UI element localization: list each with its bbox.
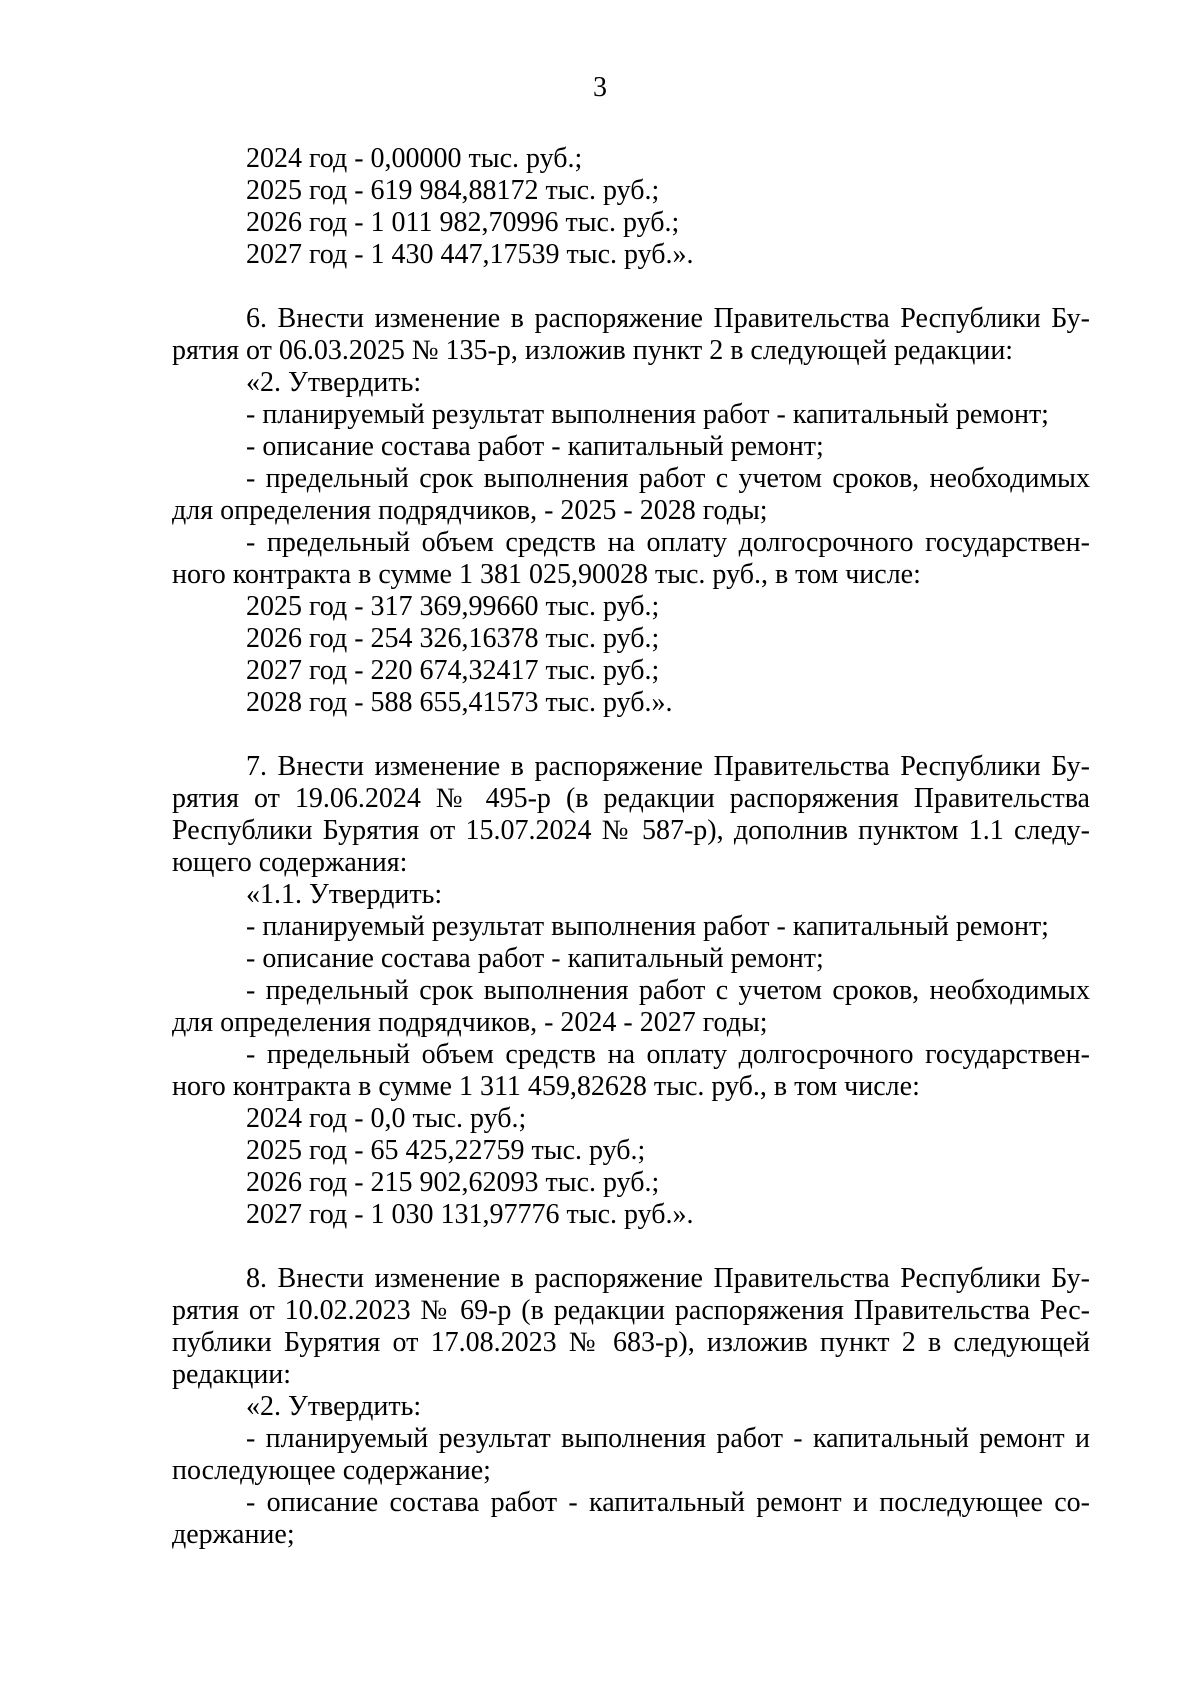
approve-heading: «2. Утвердить: <box>246 1391 422 1422</box>
year-line: 2028 год - 588 655,41573 тыс. руб.». <box>246 687 673 718</box>
year-line: 2024 год - 0,00000 тыс. руб.; <box>246 143 583 174</box>
list-item: - описание состава работ - капитальный ремонт; <box>246 943 824 974</box>
list-item-continuation: ного контракта в сумме 1 311 459,82628 тыс. руб., в том числе: <box>172 1071 920 1102</box>
page-number: 3 <box>593 72 607 103</box>
list-item: - планируемый результат выполнения работ - капитальный ремонт и <box>246 1423 1090 1454</box>
year-line: 2026 год - 1 011 982,70996 тыс. руб.; <box>246 207 680 238</box>
list-item: - предельный срок выполнения работ с учетом сроков, необходимых <box>246 975 1090 1006</box>
year-line: 2027 год - 1 430 447,17539 тыс. руб.». <box>246 239 694 270</box>
section-7 <box>172 751 1090 1231</box>
section-6 <box>172 303 1090 719</box>
paragraph-line: редакции: <box>172 1359 292 1390</box>
list-item: - предельный объем средств на оплату долгосрочного государствен- <box>246 527 1090 558</box>
paragraph-line: рятия от 10.02.2023 № 69-р (в редакции распоряжения Правительства Рес- <box>172 1295 1090 1326</box>
list-item-continuation: последующее содержание; <box>172 1455 491 1486</box>
paragraph-line: рятия от 19.06.2024 № 495-р (в редакции распоряжения Правительства <box>172 783 1090 814</box>
year-line: 2025 год - 65 425,22759 тыс. руб.; <box>246 1135 646 1166</box>
paragraph-line: публики Бурятия от 17.08.2023 № 683-р), изложив пункт 2 в следующей <box>172 1327 1090 1358</box>
year-line: 2025 год - 619 984,88172 тыс. руб.; <box>246 175 660 206</box>
paragraph-gap <box>172 719 1090 751</box>
document-body <box>172 143 1090 1551</box>
paragraph-gap <box>172 1231 1090 1263</box>
list-item: - описание состава работ - капитальный ремонт; <box>246 431 824 462</box>
year-line: 2026 год - 254 326,16378 тыс. руб.; <box>246 623 660 654</box>
paragraph-gap <box>172 271 1090 303</box>
list-item: - предельный срок выполнения работ с учетом сроков, необходимых <box>246 463 1090 494</box>
year-line: 2027 год - 220 674,32417 тыс. руб.; <box>246 655 660 686</box>
year-line: 2027 год - 1 030 131,97776 тыс. руб.». <box>246 1199 694 1230</box>
paragraph-line: 6. Внести изменение в распоряжение Правительства Республики Бу- <box>246 303 1090 334</box>
list-item: - описание состава работ - капитальный ремонт и последующее со- <box>246 1487 1090 1518</box>
list-item: - планируемый результат выполнения работ - капитальный ремонт; <box>246 911 1049 942</box>
approve-heading: «1.1. Утвердить: <box>246 879 443 910</box>
year-line: 2025 год - 317 369,99660 тыс. руб.; <box>246 591 660 622</box>
list-item-continuation: ного контракта в сумме 1 381 025,90028 тыс. руб., в том числе: <box>172 559 921 590</box>
list-item-continuation: держание; <box>172 1519 295 1550</box>
list-item: - планируемый результат выполнения работ - капитальный ремонт; <box>246 399 1049 430</box>
year-line: 2026 год - 215 902,62093 тыс. руб.; <box>246 1167 660 1198</box>
paragraph-line: ющего содержания: <box>172 847 408 878</box>
paragraph-line: 7. Внести изменение в распоряжение Правительства Республики Бу- <box>246 751 1090 782</box>
section-5-tail <box>172 143 1090 271</box>
paragraph-line: Республики Бурятия от 15.07.2024 № 587-р), дополнив пунктом 1.1 следу- <box>172 815 1090 846</box>
year-line: 2024 год - 0,0 тыс. руб.; <box>246 1103 527 1134</box>
paragraph-line: рятия от 06.03.2025 № 135-р, изложив пункт 2 в следующей редакции: <box>172 335 1014 366</box>
list-item-continuation: для определения подрядчиков, - 2024 - 2027 годы; <box>172 1007 768 1038</box>
approve-heading: «2. Утвердить: <box>246 367 422 398</box>
section-8 <box>172 1263 1090 1551</box>
paragraph-line: 8. Внести изменение в распоряжение Правительства Республики Бу- <box>246 1263 1090 1294</box>
list-item: - предельный объем средств на оплату долгосрочного государствен- <box>246 1039 1090 1070</box>
list-item-continuation: для определения подрядчиков, - 2025 - 2028 годы; <box>172 495 768 526</box>
